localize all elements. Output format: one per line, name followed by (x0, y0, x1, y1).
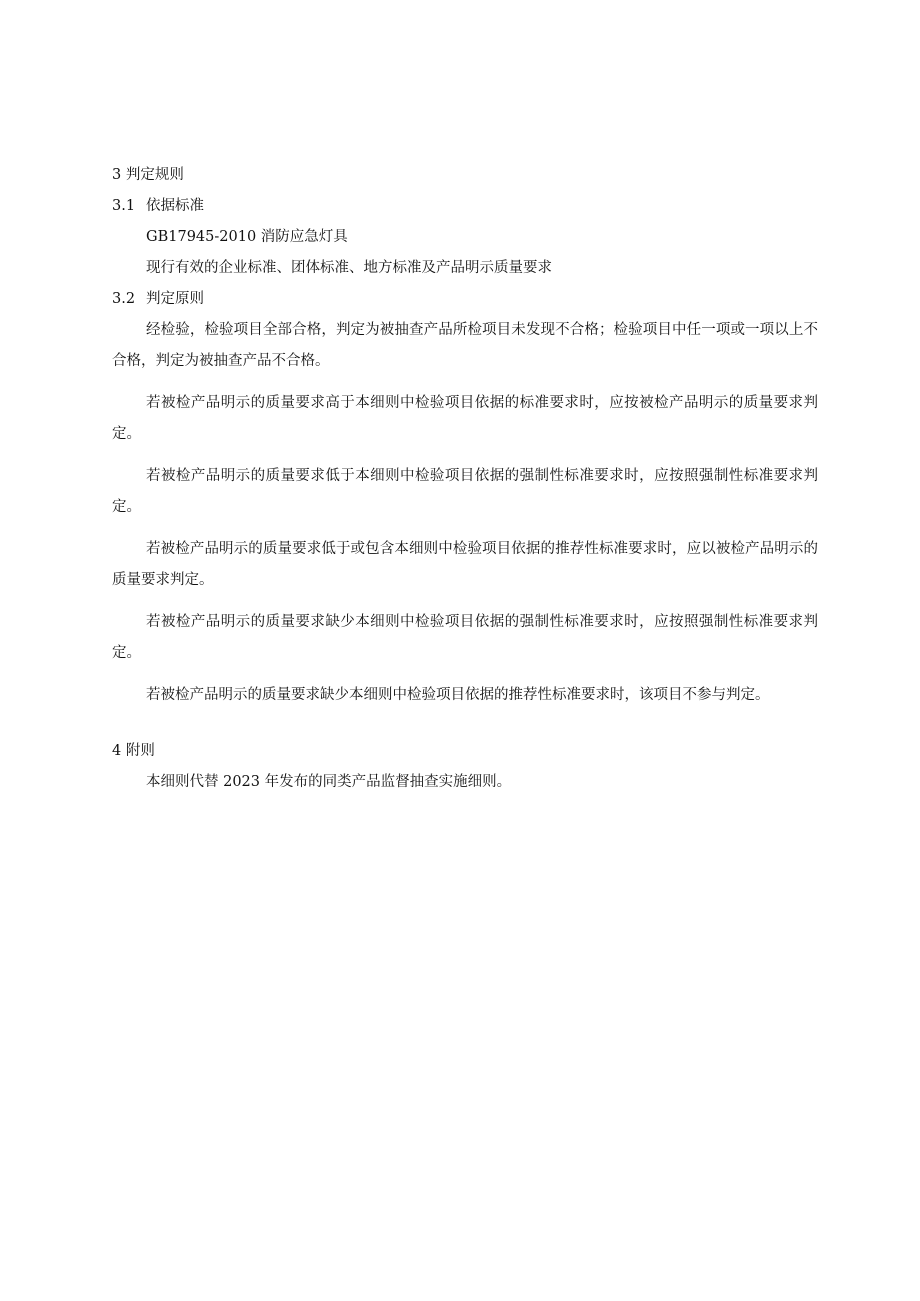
section-4-heading: 4 附则 (112, 743, 155, 759)
standard-item-enterprise: 现行有效的企业标准、团体标准、地方标准及产品明示质量要求 (146, 260, 552, 276)
section-4-paragraph: 本细则代替 2023 年发布的同类产品监督抽查实施细则。 (146, 774, 512, 790)
section-3-2-heading (112, 289, 818, 309)
document-body (112, 165, 818, 798)
standard-item-gb17945: GB17945-2010 消防应急灯具 (146, 229, 348, 245)
section-3-heading: 3 判定规则 (112, 167, 184, 183)
rule-paragraph-6: 若被检产品明示的质量要求缺少本细则中检验项目依据的推荐性标准要求时，该项目不参与判定。 (146, 687, 770, 703)
rule-paragraph-4: 若被检产品明示的质量要求低于或包含本细则中检验项目依据的推荐性标准要求时，应以被检产品明示的质量要求判定。 (112, 541, 818, 588)
section-3-2-number: 3.2 (112, 291, 136, 307)
rule-paragraph-3: 若被检产品明示的质量要求低于本细则中检验项目依据的强制性标准要求时，应按照强制性标准要求判定。 (112, 468, 818, 515)
rule-paragraph-2: 若被检产品明示的质量要求高于本细则中检验项目依据的标准要求时，应按被检产品明示的质量要求判定。 (112, 395, 818, 442)
section-3-1-title: 依据标准 (146, 198, 204, 214)
section-3-2-title: 判定原则 (146, 291, 204, 307)
section-3-1-heading (112, 196, 818, 216)
rule-paragraph-1: 经检验，检验项目全部合格，判定为被抽查产品所检项目未发现不合格；检验项目中任一项或一项以上不合格，判定为被抽查产品不合格。 (112, 322, 818, 369)
section-3-1-number: 3.1 (112, 198, 136, 214)
rule-paragraph-5: 若被检产品明示的质量要求缺少本细则中检验项目依据的强制性标准要求时，应按照强制性标准要求判定。 (112, 614, 818, 661)
